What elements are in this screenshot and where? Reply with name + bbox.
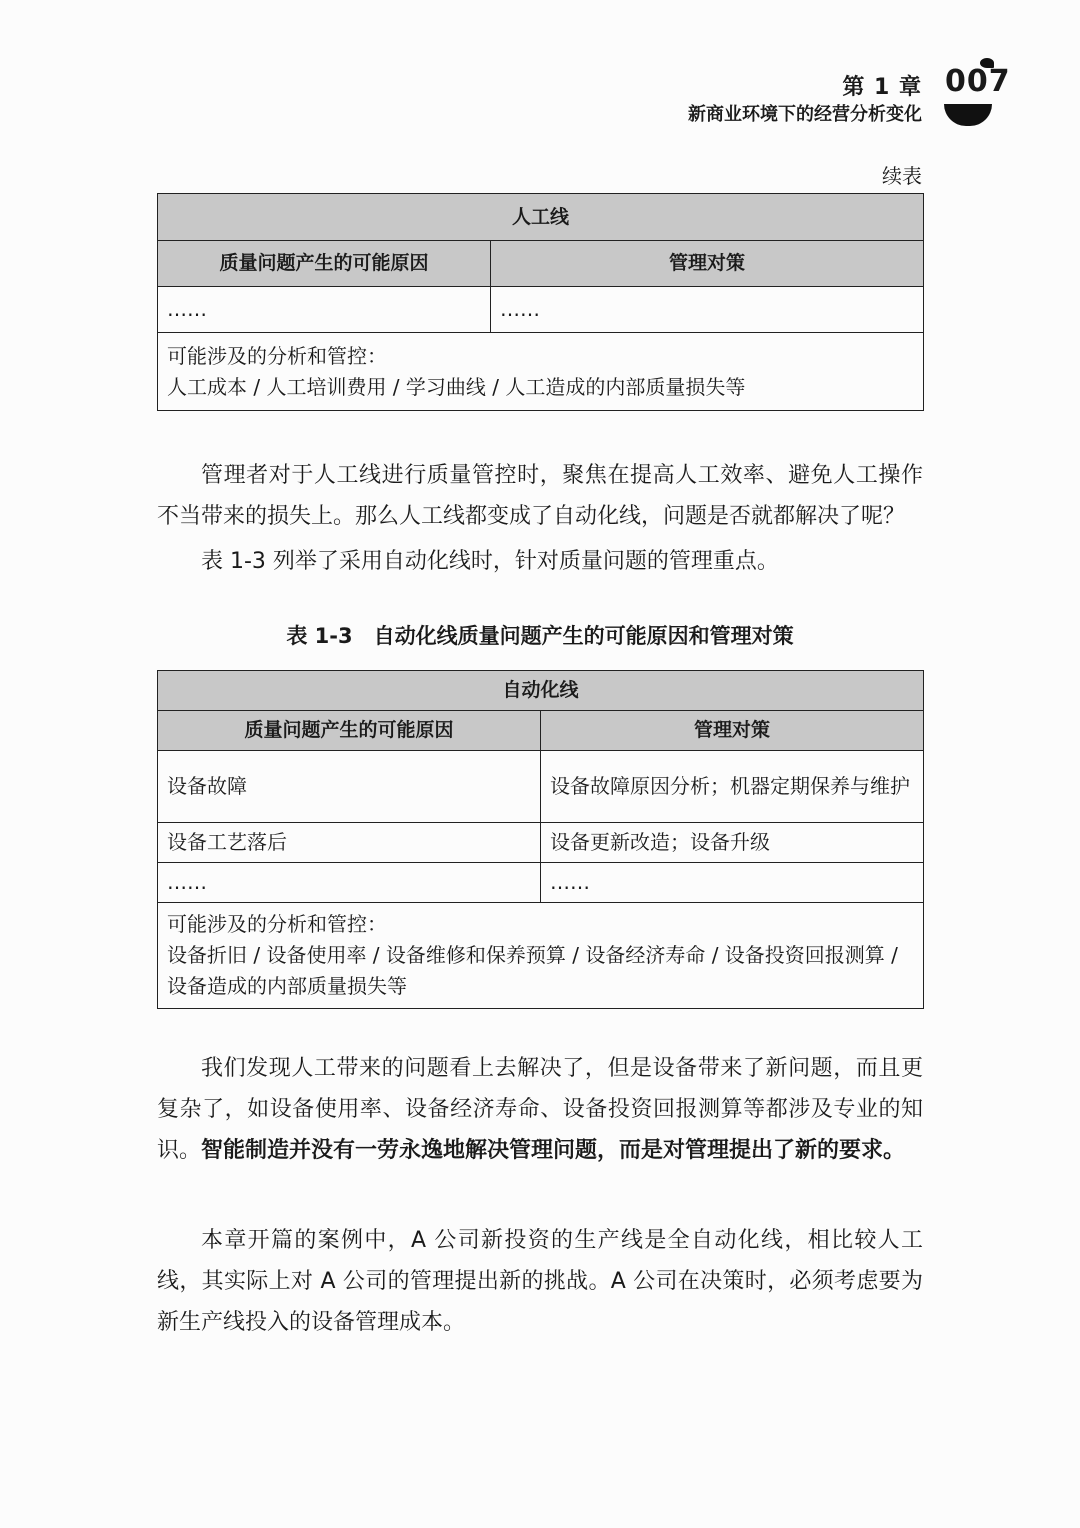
table-row — [158, 823, 924, 863]
chapter-title: 新商业环境下的经营分析变化 — [688, 104, 922, 125]
measure-cell: 设备更新改造；设备升级 — [541, 823, 924, 863]
automated-line-table — [157, 670, 924, 1009]
key-conclusion-text: 智能制造并没有一劳永逸地解决管理问题，而是对管理提出了新的要求。 — [201, 1138, 906, 1163]
column-header-cause: 质量问题产生的可能原因 — [158, 711, 541, 751]
paragraph — [157, 1048, 923, 1171]
table-footer — [158, 903, 924, 1009]
page-number: 007 — [945, 64, 1011, 99]
footer-text: 设备折旧 / 设备使用率 / 设备维修和保养预算 / 设备经济寿命 / 设备投资回报测算 / 设备造成的内部质量损失等 — [167, 943, 898, 998]
table-row — [158, 751, 924, 823]
manual-line-table — [157, 193, 924, 411]
paragraph-text: 我们发现人工带来的问题看上去解决了，但是设备带来了新问题，而且更复杂了，如设备使用率、设备经济寿命、设备投资回报测算等都涉及专业的知识。 — [157, 1056, 923, 1163]
cause-cell: 设备工艺落后 — [158, 823, 541, 863]
chapter-label: 第 1 章 — [842, 75, 922, 100]
continued-label: 续表 — [882, 164, 922, 188]
table-row — [158, 863, 924, 903]
footer-label: 可能涉及的分析和管控： — [167, 912, 387, 936]
column-header-cause: 质量问题产生的可能原因 — [158, 241, 491, 287]
cause-cell: …… — [158, 287, 491, 333]
paragraph: 管理者对于人工线进行质量管控时，聚焦在提高人工效率、避免人工操作不当带来的损失上。那么人工线都变成了自动化线，问题是否就都解决了呢？ — [157, 463, 923, 529]
paragraph: 表 1-3 列举了采用自动化线时，针对质量问题的管理重点。 — [201, 549, 779, 574]
cause-cell: …… — [158, 863, 541, 903]
table-footer — [158, 333, 924, 411]
table-row — [158, 287, 924, 333]
measure-cell: …… — [491, 287, 924, 333]
footer-label: 可能涉及的分析和管控： — [167, 343, 387, 368]
table-title: 自动化线 — [158, 671, 924, 711]
table-title: 人工线 — [158, 194, 924, 241]
footer-text: 人工成本 / 人工培训费用 / 学习曲线 / 人工造成的内部质量损失等 — [167, 374, 746, 399]
header-decoration-icon — [944, 104, 992, 126]
measure-cell: 设备故障原因分析；机器定期保养与维护 — [541, 751, 924, 823]
column-header-measure: 管理对策 — [491, 241, 924, 287]
cause-cell: 设备故障 — [158, 751, 541, 823]
table-caption: 表 1-3 自动化线质量问题产生的可能原因和管理对策 — [286, 624, 794, 648]
measure-cell: …… — [541, 863, 924, 903]
paragraph: 本章开篇的案例中，A 公司新投资的生产线是全自动化线，相比较人工线，其实际上对 A 公司的管理提出新的挑战。A 公司在决策时，必须考虑要为新生产线投入的设备管理成本。 — [157, 1228, 923, 1335]
column-header-measure: 管理对策 — [541, 711, 924, 751]
